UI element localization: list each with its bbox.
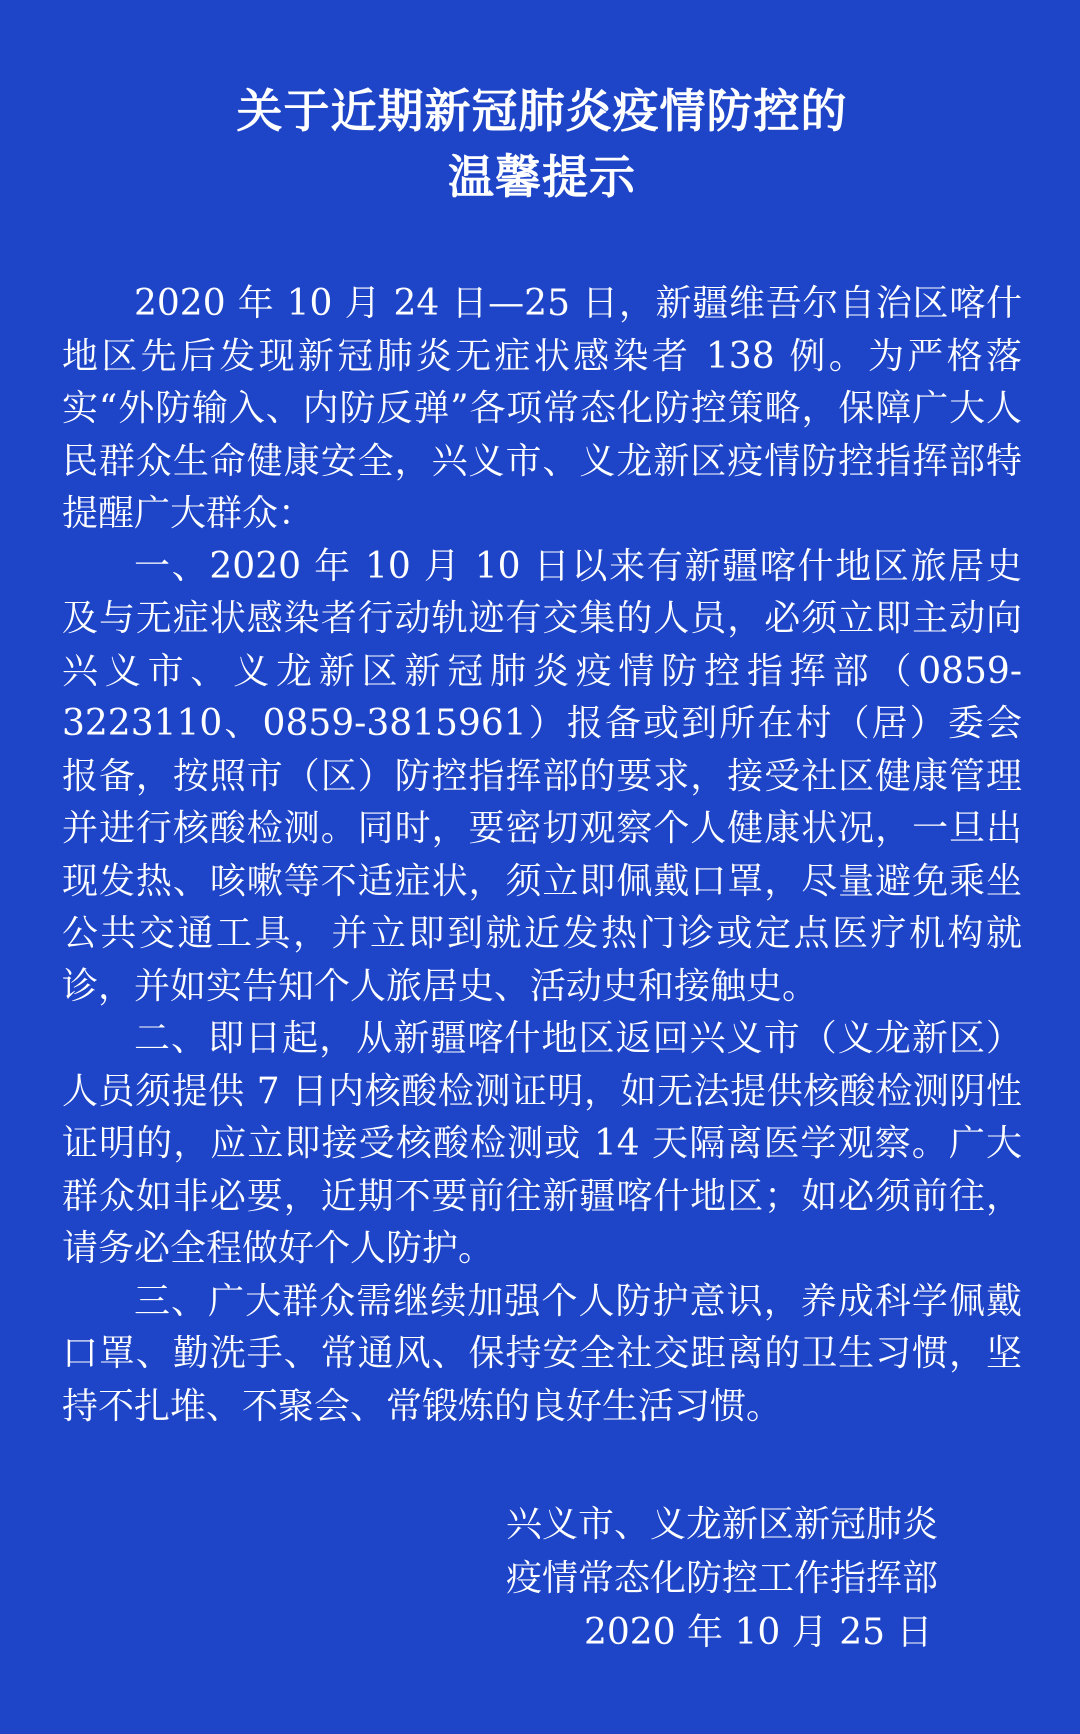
signature-org-line-1: 兴义市、义龙新区新冠肺炎	[506, 1504, 939, 1545]
title-line-1: 关于近期新冠肺炎疫情防控的	[236, 84, 848, 138]
intro-paragraph: 2020 年 10 月 24 日—25 日，新疆维吾尔自治区喀什地区先后发现新冠肺炎无症状感染者 138 例。为严格落实“外防输入、内防反弹”各项常态化防控策略，保障广大人民群众生命健康安全，兴义市、义龙新区疫情防控指挥部特提醒广大群众：	[62, 283, 1022, 534]
notice-title	[62, 78, 1022, 210]
item-two-paragraph: 二、即日起，从新疆喀什地区返回兴义市（义龙新区）人员须提供 7 日内核酸检测证明，如无法提供核酸检测阴性证明的，应立即接受核酸检测或 14 天隔离医学观察。广大群众如非必要，近期不要前往新疆喀什地区；如必须前往，请务必全程做好个人防护。	[62, 1018, 1022, 1269]
notice-body	[62, 278, 1022, 1433]
signature-date: 2020 年 10 月 25 日	[584, 1612, 933, 1653]
item-three-paragraph: 三、广大群众需继续加强个人防护意识，养成科学佩戴口罩、勤洗手、常通风、保持安全社交距离的卫生习惯，坚持不扎堆、不聚会、常锻炼的良好生活习惯。	[62, 1280, 1022, 1427]
item-one-paragraph: 一、2020 年 10 月 10 日以来有新疆喀什地区旅居史及与无症状感染者行动轨迹有交集的人员，必须立即主动向兴义市、义龙新区新冠肺炎疫情防控指挥部（0859-3223110、0859-3815961）报备或到所在村（居）委会报备，按照市（区）防控指挥部的要求，接受社区健康管理并进行核酸检测。同时，要密切观察个人健康状况，一旦出现发热、咳嗽等不适症状，须立即佩戴口罩，尽量避免乘坐公共交通工具，并立即到就近发热门诊或定点医疗机构就诊，并如实告知个人旅居史、活动史和接触史。	[62, 545, 1022, 1007]
signature-org-line-2: 疫情常态化防控工作指挥部	[506, 1558, 939, 1599]
title-line-2: 温馨提示	[448, 150, 636, 204]
signature-block	[506, 1498, 938, 1660]
